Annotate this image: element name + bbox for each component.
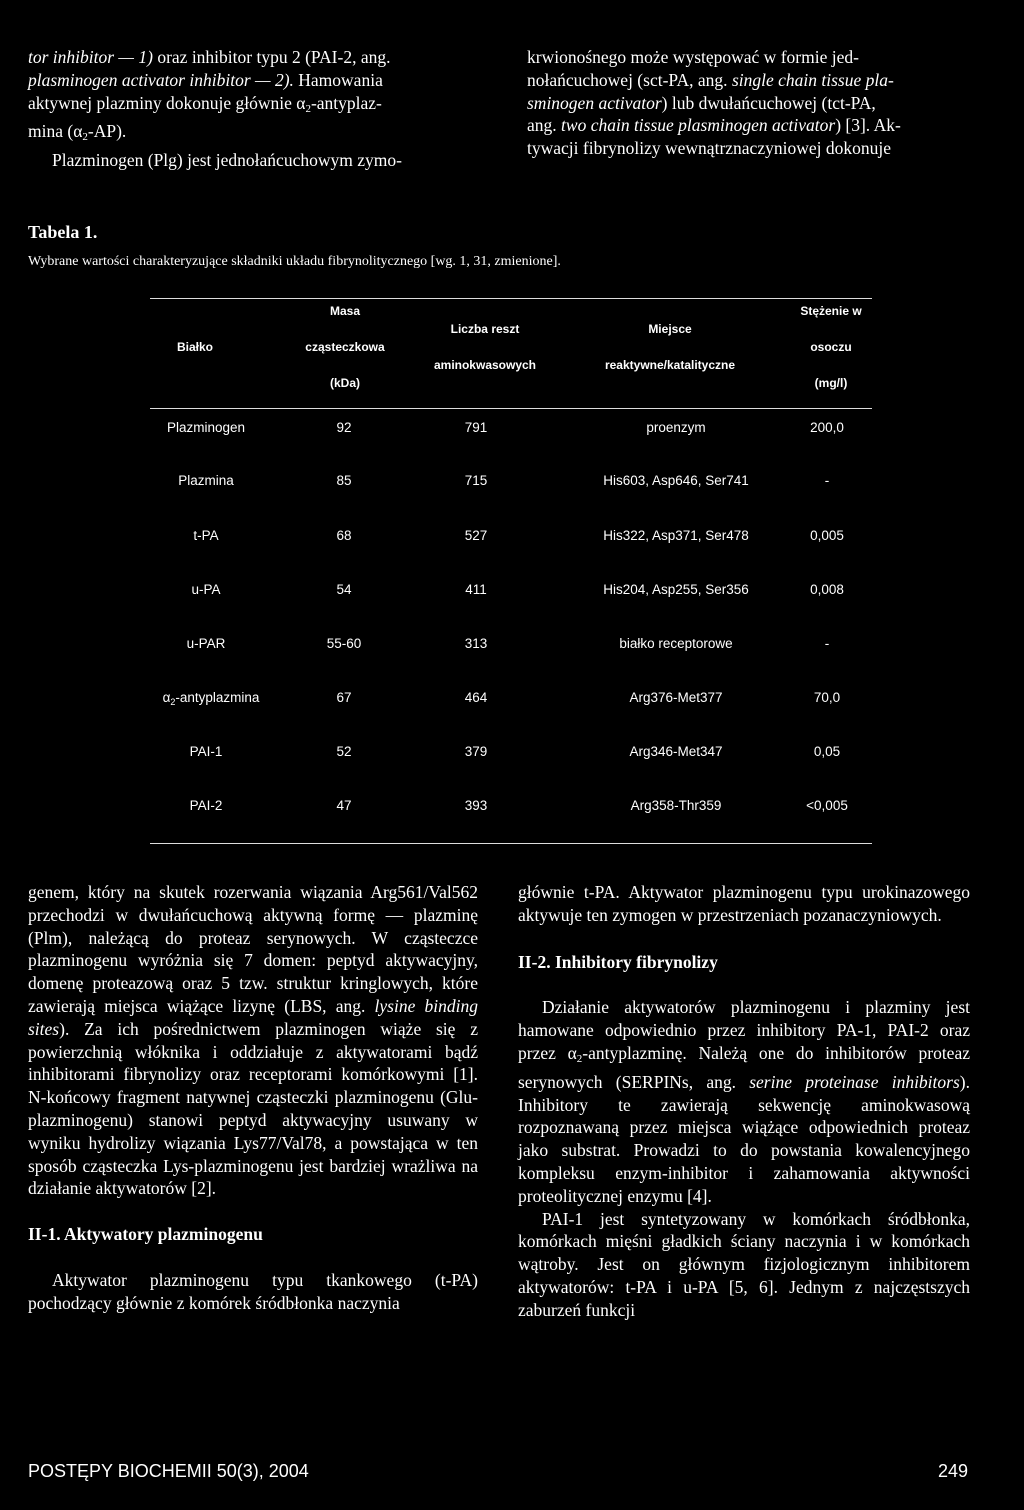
table-top-rule	[150, 298, 872, 299]
text: -antyplazmina	[175, 690, 260, 705]
header-residues-2: aminokwasowych	[433, 358, 537, 372]
italic-text: tor inhibitor — 1)	[28, 47, 153, 67]
header-protein: Białko	[176, 340, 213, 354]
text-line	[527, 92, 997, 115]
text-line	[527, 69, 997, 92]
paragraph: PAI-1 jest syntetyzowany w komórkach śródbłonka, komórkach mięśni gładkich ściany naczynia i w komórkach wątroby. Jest on głównym fizjologicznym inhibitorem aktywatorów: t-PA i u-PA [5, 6]. Jednym z najczęstszych zaburzeń funkcji	[518, 1208, 970, 1320]
cell-conc: 0,005	[810, 528, 844, 543]
bottom-left-column	[28, 881, 478, 1315]
text: ) lub dwułańcuchowej (tct-PA,	[661, 92, 876, 113]
cell-conc: -	[824, 473, 830, 488]
cell-site: His322, Asp371, Ser478	[603, 528, 749, 543]
cell-mass: 85	[336, 473, 352, 488]
text: ). Za ich pośrednictwem plazminogen wiąże się z powierzchnią włóknika i oddziałuje z aktywatorami bądź inhibitorami fibrynolizy oraz receptorami komórkowymi [1]. N-końcowy fragment natywnej cząsteczki plazminogenu (Glu-plazminogenu) stanowi peptyd aktywacyjny usuwany w wyniku hydrolizy wiązania Lys77/Val78, a powstająca w ten sposób cząsteczka Lys-plazminogenu jest bardziej wrażliwa na działanie aktywatorów [2].	[28, 1018, 478, 1199]
italic-text: plasminogen activator inhibitor — 2).	[28, 69, 294, 90]
cell-residues: 313	[464, 636, 488, 651]
text: ) [3]. Ak-	[835, 115, 901, 136]
cell-residues: 393	[464, 798, 488, 813]
header-conc-1: Stężenie w	[800, 304, 862, 318]
top-left-column	[28, 46, 484, 172]
paragraph: Aktywator plazminogenu typu tkankowego (t-PA) pochodzący głównie z komórek śródbłonka naczynia	[28, 1269, 478, 1313]
cell-residues: 791	[464, 420, 488, 435]
subscript: 2	[82, 131, 88, 144]
text: nołańcuchowej (sct-PA, ang.	[527, 69, 732, 90]
header-site-2: reaktywne/katalityczne	[604, 358, 736, 372]
italic-text: two chain tissue plasminogen activator	[561, 115, 836, 136]
cell-residues: 527	[464, 528, 488, 543]
cell-conc: 0,008	[810, 582, 844, 597]
text-line	[28, 46, 484, 69]
header-mass-2: cząsteczkowa	[305, 340, 385, 354]
cell-conc: 70,0	[813, 690, 841, 705]
subscript: 2	[576, 1052, 583, 1065]
cell-site: Arg346-Met347	[629, 744, 723, 759]
table-bottom-rule	[150, 843, 872, 844]
cell-site: Arg376-Met377	[629, 690, 723, 705]
text-line	[527, 114, 997, 137]
table-title: Tabela 1.	[28, 222, 98, 242]
text: -antyplaz-	[310, 92, 382, 113]
cell-site: białko receptorowe	[619, 636, 733, 651]
text-line	[28, 120, 484, 149]
cell-mass: 68	[336, 528, 352, 543]
cell-protein: Plazmina	[178, 473, 234, 488]
cell-conc: <0,005	[806, 798, 848, 813]
subscript: 2	[170, 697, 176, 707]
subscript: 2	[305, 102, 311, 115]
top-right-column	[527, 46, 997, 160]
cell-site: His603, Asp646, Ser741	[603, 473, 749, 488]
bottom-right-column	[518, 881, 970, 1322]
header-mass-1: Masa	[329, 304, 361, 318]
cell-protein	[163, 690, 260, 707]
cell-mass: 67	[336, 690, 352, 705]
text-line	[28, 69, 484, 92]
text-line: krwionośnego może występować w formie jed-	[527, 47, 859, 67]
text: Hamowania	[293, 69, 383, 90]
cell-protein: PAI-2	[189, 798, 223, 813]
cell-mass: 52	[336, 744, 352, 759]
cell-conc: 200,0	[810, 420, 844, 435]
cell-mass: 92	[336, 420, 352, 435]
page-number: 249	[937, 1461, 968, 1481]
text: α	[162, 690, 171, 705]
journal-footer: POSTĘPY BIOCHEMII 50(3), 2004	[28, 1461, 309, 1481]
text: genem, który na skutek rozerwania wiązania Arg561/Val562 przechodzi w dwułańcuchową aktywną formę — plazminę (Plm), należącą do proteaz serynowych. W cząsteczce plazminogenu wyróżnia się 7 domen: peptyd aktywacyjny, domenę proteazową oraz 5 tzw. struktur kringlowych, które zawierają miejsca wiążące lizynę (LBS, ang.	[28, 882, 478, 1016]
text: ). Inhibitory te zawierają sekwencję aminokwasową rozpoznawaną przez miejsca wiążące odpowiednich proteaz jako substrat. Prowadzi to do powstania kowalencyjnego kompleksu enzym-inhibitor i zahamowania aktywności proteolitycznej enzymu [4].	[518, 1071, 970, 1206]
cell-residues: 464	[464, 690, 488, 705]
cell-protein: Plazminogen	[166, 420, 246, 435]
text: mina (α	[28, 121, 83, 142]
cell-site: Arg358-Thr359	[630, 798, 722, 813]
cell-protein: u-PAR	[186, 636, 226, 651]
cell-conc: -	[824, 636, 830, 651]
cell-mass: 54	[336, 582, 352, 597]
text: ang.	[527, 115, 562, 136]
italic-text: sminogen activator	[527, 92, 662, 113]
italic-text: lysine binding sites	[28, 995, 478, 1039]
header-mass-3: (kDa)	[329, 376, 360, 390]
header-residues-1: Liczba reszt	[450, 322, 520, 336]
header-site-1: Miejsce	[648, 322, 692, 336]
paragraph	[518, 996, 970, 1207]
text: Działanie aktywatorów plazminogenu i plazminy jest hamowane odpowiednio przez inhibitory PA-1, PAI-2 oraz przez α	[518, 997, 970, 1063]
header-conc-2: osoczu	[810, 340, 852, 354]
text-line: Plazminogen (Plg) jest jednołańcuchowym zymo-	[52, 150, 402, 171]
text: -antyplazminę. Należą one do inhibitorów proteaz serynowych (SERPINs, ang.	[518, 1042, 970, 1092]
cell-site: proenzym	[646, 420, 706, 435]
text: -AP).	[87, 121, 127, 142]
cell-protein: t-PA	[193, 528, 219, 543]
cell-residues: 715	[464, 473, 488, 488]
table-header-rule	[150, 408, 872, 409]
cell-conc: 0,05	[813, 744, 841, 759]
text-line: tywacji fibrynolizy wewnątrznaczyniowej dokonuje	[527, 138, 891, 159]
cell-mass: 55-60	[326, 636, 362, 651]
cell-protein: u-PA	[191, 582, 221, 597]
cell-protein: PAI-1	[189, 744, 223, 759]
cell-residues: 411	[465, 582, 487, 597]
section-heading: II-1. Aktywatory plazminogenu	[28, 1224, 263, 1245]
text: oraz inhibitor typu 2 (PAI-2, ang.	[152, 47, 391, 67]
paragraph	[28, 881, 478, 1200]
header-conc-3: (mg/l)	[814, 376, 848, 390]
table-caption: Wybrane wartości charakteryzujące składniki układu fibrynolitycznego [wg. 1, 31, zmienione].	[28, 254, 561, 269]
text-line	[28, 92, 484, 121]
italic-text: single chain tissue pla-	[731, 69, 894, 90]
paragraph: głównie t-PA. Aktywator plazminogenu typu urokinazowego aktywuje ten zymogen w przestrzeniach pozanaczyniowych.	[518, 882, 970, 925]
cell-residues: 379	[464, 744, 488, 759]
cell-mass: 47	[336, 798, 352, 813]
text: aktywnej plazminy dokonuje głównie α	[28, 92, 306, 113]
cell-site: His204, Asp255, Ser356	[603, 582, 749, 597]
italic-text: serine proteinase inhibitors	[749, 1071, 960, 1092]
section-heading: II-2. Inhibitory fibrynolizy	[518, 951, 718, 972]
